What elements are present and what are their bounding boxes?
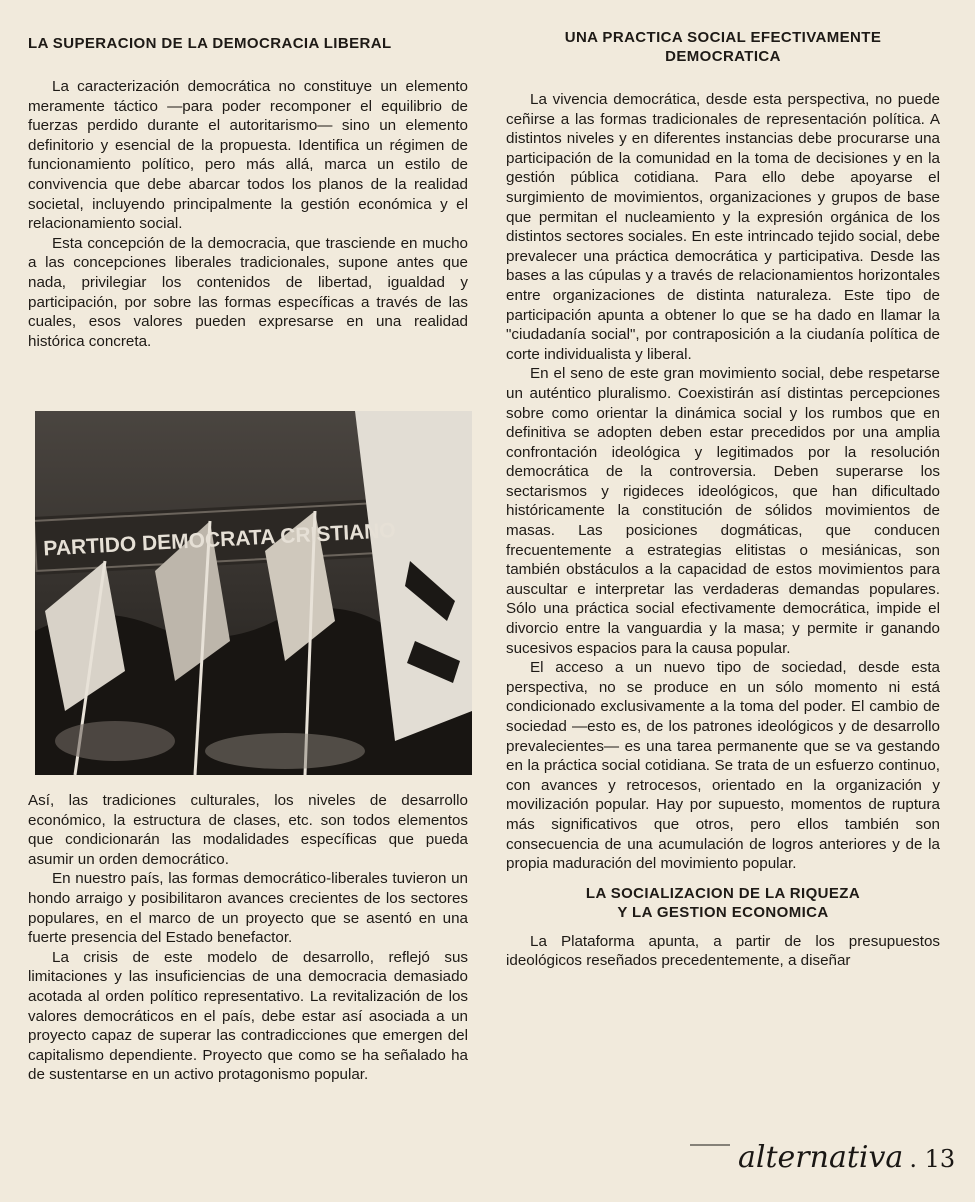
paragraph: La Plataforma apunta, a partir de los presupuestos ideológicos reseñados precedentemente, a diseñar xyxy=(506,932,940,970)
paragraph: La caracterización democrática no constituye un elemento meramente táctico —para poder recomponer el equilibrio de fuerzas perdido durante el autoritarismo— sino un elemento definitorio y esencial de la propuesta. Identifica un régimen de funcionamiento político, pero más allá, marca un estilo de convivencia que debe abarcar todos los planos de la realidad societal, incluyendo principalmente la gestión económica y el relacionamiento social. xyxy=(28,78,468,233)
section-heading-socializacion xyxy=(506,884,940,922)
paragraph: El acceso a un nuevo tipo de sociedad, desde esta perspectiva, no se produce en un sólo momento ni está condicionado exclusivamente a la toma del poder. El cambio de sociedad —esto es, de los patrones ideológicos y de desarrollo prevalecientes— es una tarea permanente que se va gestando en la práctica social cotidiana. Se trata de un esfuerzo continuo, con avances y retrocesos, orientado en la organización y movilización popular. Hay por supuesto, momentos de ruptura más significativos que otros, pero ellos también son consecuencia de una acumulación de logros anteriores y de la propia maduración del movimiento popular. xyxy=(506,659,940,873)
heading-line: LA SOCIALIZACION DE LA RIQUEZA xyxy=(585,884,861,902)
banner-text: PARTIDO DEMOCRATA CRISTIANO xyxy=(42,519,397,561)
paragraph: Esta concepción de la democracia, que trasciende en mucho a las concepciones liberales tradicionales, supone antes que nada, privilegiar los contenidos de libertad, igualdad y participación, por sobre las formas específicas a través de las cuales, esos valores pueden expresarse en una realidad histórica concreta. xyxy=(28,234,468,350)
paragraph: La vivencia democrática, desde esta perspectiva, no puede ceñirse a las formas tradicionales de representación política. A distintos niveles y en diferentes instancias debe procurarse una participación de la comunidad en la toma de decisiones y en la gestión pública cotidiana. Para ello debe apoyarse el surgimiento de movimientos, organizaciones y grupos de base que permitan el nucleamiento y la expresión orgánica de los distintos sectores sociales. En este intrincado tejido social, debe prevalecer una práctica democrática y participativa. Desde las bases a las cúpulas y a través de relacionamientos horizontales entre organizaciones de distinta naturaleza. Este tipo de participación apunta a obtener lo que se ha dado en llamar la "ciudadanía social", por contraposición a la ciudanía política de corte individualista y liberal. xyxy=(506,91,940,363)
heading-line: Y LA GESTION ECONOMICA xyxy=(617,903,829,921)
heading-line: UNA PRACTICA SOCIAL EFECTIVAMENTE xyxy=(564,29,882,46)
magazine-name: alternativa xyxy=(738,1140,904,1175)
paragraph: La crisis de este modelo de desarrollo, reflejó sus limitaciones y las insuficiencias de una democracia demasiado acotada al orden político representativo. La revitalización de los valores democráticos en el país, debe estar así asociada a un proyecto capaz de superar las contradicciones que emergen del capitalismo dependiente. Proyecto que como se ha señalado ha de sustentarse en un activo protagonismo popular. xyxy=(28,948,468,1084)
right-column xyxy=(506,28,940,971)
rally-photo xyxy=(35,411,472,775)
paragraph: En el seno de este gran movimiento social, debe respetarse un auténtico pluralismo. Coexistirán así distintas percepciones sobre como orientar la dinámica social y los rumbos que en definitiva se adopten deben estar precedidos por una amplia confrontación ideológica y legitimados por la resolución democrática de la controversia. Deben superarse los sectarismos y rigideces ideológicos, que han dificultado históricamente la constitución de sólidos movimientos de masas. Las posiciones dogmáticas, que conducen frecuentemente a estrategias elitistas o mesiánicas, son también obstáculos a la capacidad de estos movimientos para auscultar e interpretar las verdaderas demandas populares. Sólo una práctica social efectivamente democrática, impide el divorcio entre la vanguardia y la masa; y permite ir ganando sucesivos espacios para la causa popular. xyxy=(506,365,940,657)
page-number: . 13 xyxy=(909,1145,956,1173)
page-footer xyxy=(738,1140,956,1184)
section-heading-democracia-liberal: LA SUPERACION DE LA DEMOCRACIA LIBERAL xyxy=(28,35,392,52)
divider-mark xyxy=(690,1144,730,1146)
left-column xyxy=(28,34,468,351)
paragraph: Así, las tradiciones culturales, los niveles de desarrollo económico, la estructura de clases, etc. son todos elementos que condicionarán las modalidades específicas que pueda asumir un orden democrático. xyxy=(28,792,468,868)
heading-line: DEMOCRATICA xyxy=(665,48,781,65)
left-column-continued xyxy=(28,791,468,1085)
section-heading-practica-social xyxy=(506,28,940,66)
paragraph: En nuestro país, las formas democrático-liberales tuvieron un hondo arraigo y posibilitaron avances crecientes de los sectores populares, en el marco de un proyecto que se asentó en una fuerte presencia del Estado benefactor. xyxy=(28,870,468,947)
